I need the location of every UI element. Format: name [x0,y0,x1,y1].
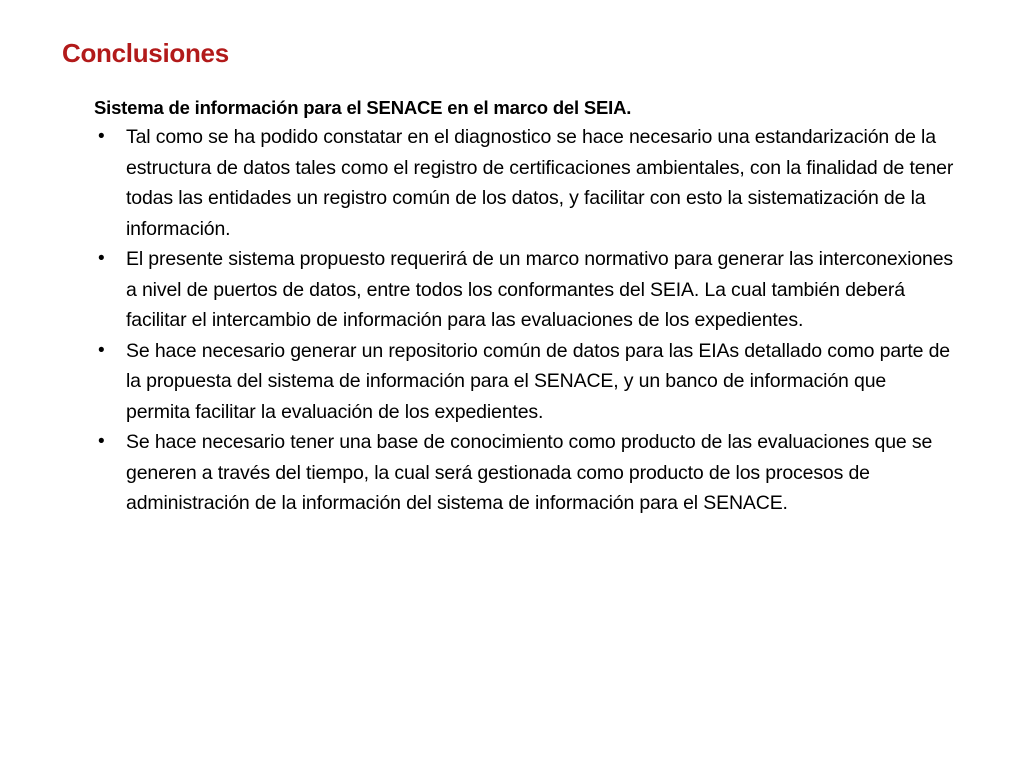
bullet-icon: • [98,339,105,361]
bullet-icon: • [98,248,105,269]
bullet-text: Se hace necesario tener una base de conocimiento como producto de las evaluaciones que se generen a través del tiempo, la cual será gestionada como producto de los procesos de administración de la información del sistema de información para el SENACE. [126,431,933,514]
bullet-item [94,336,954,428]
bullet-item [94,244,954,336]
slide-subtitle: Sistema de información para el SENACE en el marco del SEIA. [94,97,632,118]
bullet-item [94,427,954,519]
bullet-text: Tal como se ha podido constatar en el diagnostico se hace necesario una estandarización de la estructura de datos tales como el registro de certificaciones ambientales, con la finalidad de tener todas las entidades un registro común de los datos, y facilitar con esto la sistematización de la información. [126,126,954,240]
bullet-item [94,122,954,244]
bullet-text: El presente sistema propuesto requerirá de un marco normativo para generar las interconexiones a nivel de puertos de datos, entre todos los conformantes del SEIA. La cual también deberá facilitar el intercambio de información para las evaluaciones de los expedientes. [126,248,954,331]
bullet-icon: • [98,431,105,452]
bullet-text: Se hace necesario generar un repositorio común de datos para las EIAs detallado como parte de la propuesta del sistema de información para el SENACE, y un banco de información que permita facilitar la evaluación de los expedientes. [126,339,950,423]
bullet-icon: • [98,126,105,147]
slide-title: Conclusiones [62,38,229,68]
bullet-list [94,122,954,519]
slide-content [94,94,954,519]
